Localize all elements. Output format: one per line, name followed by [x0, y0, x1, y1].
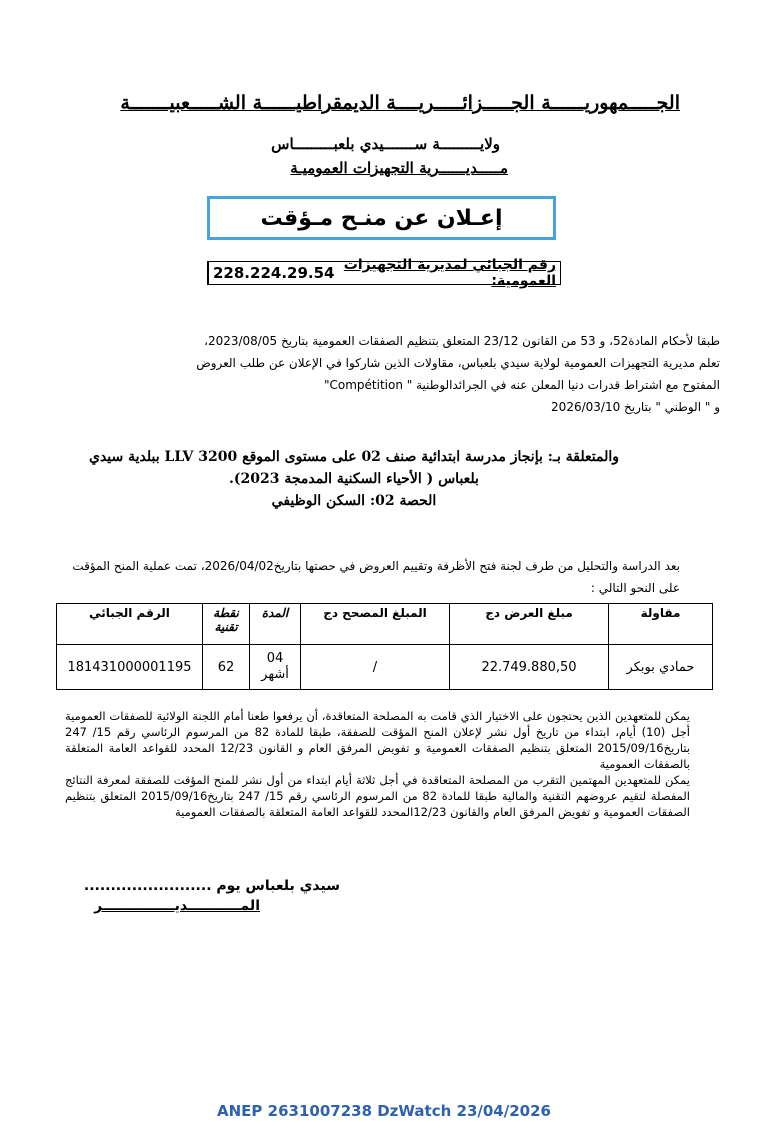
footer-reference: ANEP 2631007238 DzWatch 23/04/2026: [217, 1102, 551, 1120]
project-line: والمتعلقة بـ: بإنجاز مدرسة ابتدائية صنف 02 على مستوى الموقع 3200 LLV ببلدية سيدي: [88, 449, 619, 465]
cell-contractor: حمادي بوبكر: [609, 645, 713, 690]
table-header-row: [57, 604, 713, 645]
consultation-paragraph: يمكن للمتعهدين المهتمين التقرب من المصلحة المتعاقدة في أجل ثلاثة أيام ابتداء من أول نشر للمنح المؤقت للصفقة لمعرفة النتائج المفصلة لتقيم عروضهم التقنية والمالية طبقا للمادة 82 من المرسوم الرئاسي رقم 15/ 247 بتاريخ2015/09/16 المتعلق بتنظيم الصفقات العمومية و تفويض المرفق العام والقانون 12/23المحدد للقواعد العامة المتعلقة بالصفقات العمومية: [65, 773, 690, 819]
header-duration: المدة: [250, 604, 301, 645]
cell-technical-score: 62: [203, 645, 250, 690]
cell-offer-amount: 22.749.880,50: [450, 645, 609, 690]
wilaya-heading: ولايـــــــــة ســـــــيدي بلعبـــــــــاس: [271, 135, 500, 153]
award-table: [56, 603, 713, 690]
evaluation-paragraph: [40, 555, 680, 599]
recourse-section: [65, 708, 690, 820]
evaluation-line: على النحو التالي :: [590, 581, 680, 595]
intro-line: المفتوح مع اشتراط قدرات دنيا المعلن عنه في الجرائدالوطنية " Compétition": [323, 378, 720, 392]
tax-number-label: رقم الجبائي لمديرية التجهيزات العمومية:: [343, 257, 556, 289]
cell-duration: 04 أشهر: [250, 645, 301, 690]
announcement-title: إعـلان عن منـح مـؤقت: [260, 205, 503, 231]
header-corrected-amount: المبلغ المصحح دج: [301, 604, 450, 645]
title-box: [207, 196, 556, 240]
header-offer-amount: مبلغ العرض دج: [450, 604, 609, 645]
cell-tax-number: 181431000001195: [57, 645, 203, 690]
signature-director: المـــــــــــديـــــــــــــــر: [94, 898, 260, 914]
intro-line: طبقا لأحكام المادة52، و 53 من القانون 23/12 المتعلق بتنظيم الصفقات العمومية بتاريخ 2023/08/05،: [204, 334, 720, 348]
cell-corrected-amount: /: [301, 645, 450, 690]
project-line: بلعباس ( الأحياء السكنية المدمجة 2023).: [229, 471, 479, 487]
tax-number-box: [207, 257, 561, 289]
project-description: [80, 446, 628, 512]
signature-place-date: سيدي بلعباس يوم ........................: [83, 878, 340, 894]
header-tax-number: الرقم الجبائي: [57, 604, 203, 645]
tax-number-value: 228.224.29.54: [208, 262, 338, 284]
header-technical-score: نقطة تقنية: [203, 604, 250, 645]
intro-line: تعلم مديرية التجهيزات العمومية لولاية سيدي بلعباس، مقاولات الذين شاركوا في الإعلان عن طلب العروض: [196, 356, 720, 370]
directorate-heading: مـــــديــــــرية التجهيزات العموميـة: [290, 159, 508, 177]
intro-line: و " الوطني " بتاريخ 2026/03/10: [551, 400, 720, 414]
intro-paragraph: [70, 330, 720, 418]
evaluation-line: بعد الدراسة والتحليل من طرف لجنة فتح الأظرفة وتقييم العروض في حصتها بتاريخ2026/04/02، تمت عملية المنح المؤقت: [72, 559, 680, 573]
header-contractor: مقاولة: [609, 604, 713, 645]
lot-line: الحصة 02: السكن الوظيفي: [271, 493, 437, 509]
republic-heading: الجـــــمهوريــــــة الجـــــزائـــــريــــة الديمقراطيــــــة الشـــــعبيـــــــة: [120, 92, 680, 114]
table-row: [57, 645, 713, 690]
recourse-paragraph: يمكن للمتعهدين الذين يحتجون على الاختيار الذي قامت به المصلحة المتعاقدة، أن يرفعوا طعنا أمام اللجنة الولائية للصفقات العمومية أجل (10) أيام، ابتداء من تاريخ أول نشر لإعلان المنح المؤقت للصفقة، طبقا للمادة 82 من المرسوم الرئاسي رقم 15/ 247 بتاريخ2015/09/16 المتعلق بتنظيم الصفقات العمومية و تفويض المرفق العام و القانون 12/23 المحدد للقواعد العامة المتعلقة بالصفقات العمومية: [65, 709, 690, 771]
